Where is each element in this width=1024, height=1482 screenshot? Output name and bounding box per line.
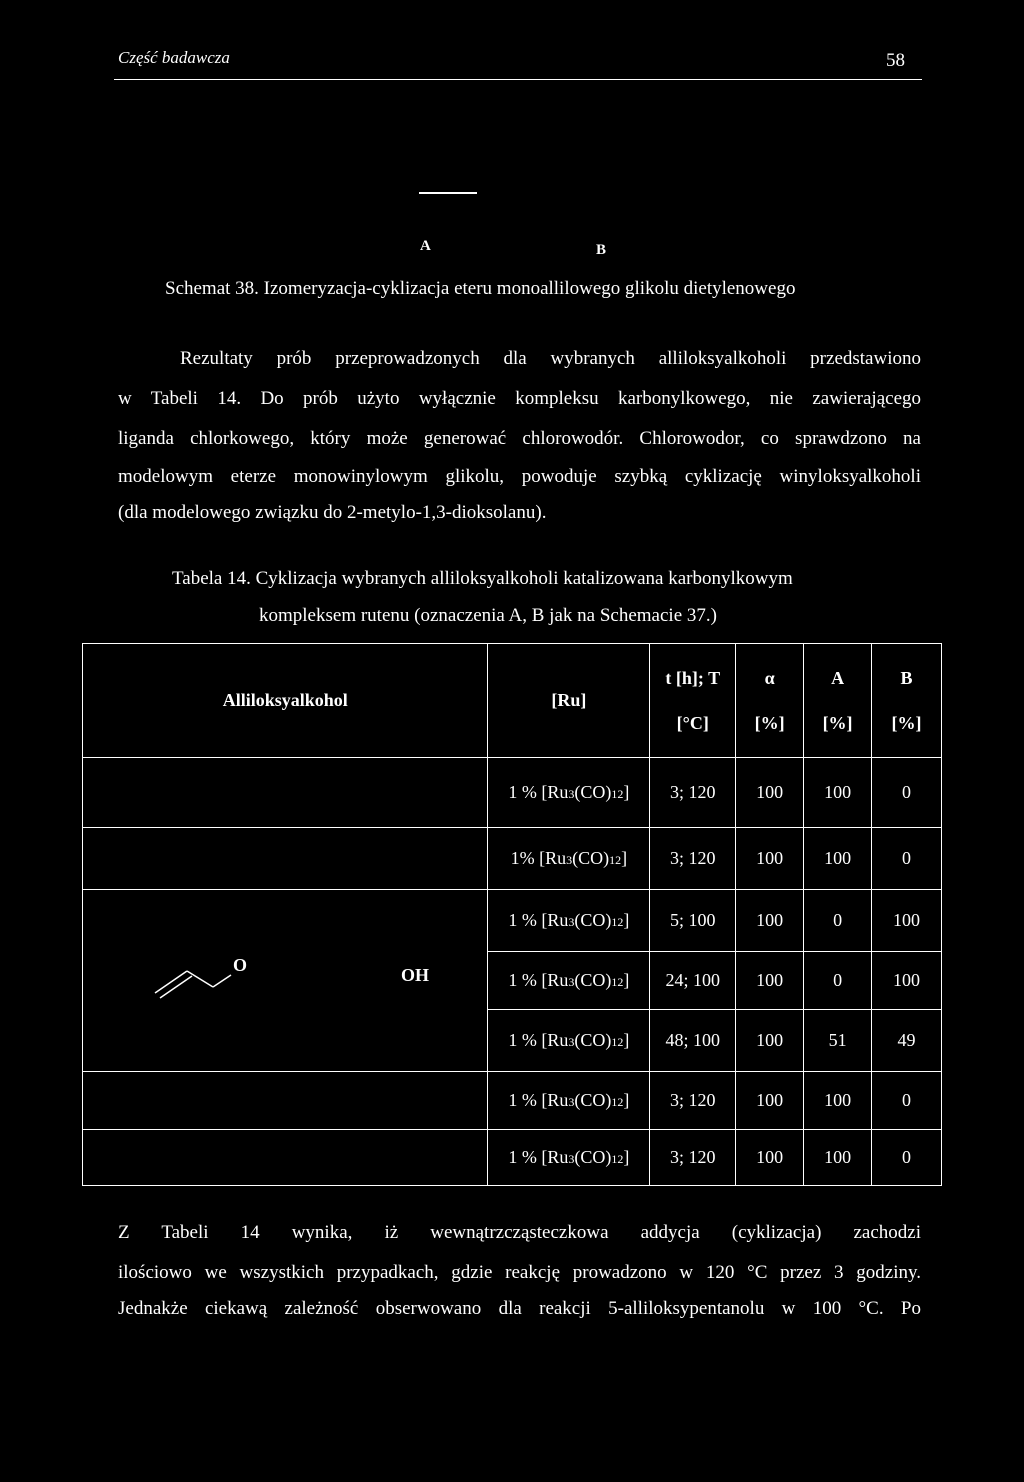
time-temp-cell: 24; 100: [650, 952, 736, 1010]
alpha-cell: 100: [736, 1010, 804, 1072]
scheme-label-a: A: [420, 238, 431, 254]
page-number: 58: [886, 50, 905, 71]
ru-cell: 1 % [Ru3(CO)12]: [488, 890, 650, 952]
table-caption-line: Tabela 14. Cyklizacja wybranych alliloksyalkoholi katalizowana karbonylkowym: [172, 568, 793, 589]
scheme-label-b: B: [596, 242, 607, 258]
paragraph-line: Rezultaty prób przeprowadzonych dla wybranych alliloksyalkoholi przedstawiono: [180, 348, 921, 369]
table-header-row: [83, 644, 942, 758]
ru-cell: 1% [Ru3(CO)12]: [488, 828, 650, 890]
structure-cell-empty: [83, 1130, 488, 1186]
structure-cell-empty: [83, 1072, 488, 1130]
table-caption-line: kompleksem rutenu (oznaczenia A, B jak na Schemacie 37.): [259, 605, 717, 626]
header-rule: [114, 79, 922, 80]
time-temp-cell: 3; 120: [650, 758, 736, 828]
time-temp-cell: 3; 120: [650, 1130, 736, 1186]
time-temp-cell: 3; 120: [650, 828, 736, 890]
ru-cell: 1 % [Ru3(CO)12]: [488, 952, 650, 1010]
time-temp-cell: 48; 100: [650, 1010, 736, 1072]
paragraph-line: modelowym eterze monowinylowym glikolu, powoduje szybką cyklizację winyloksyalkoholi: [118, 466, 921, 487]
header-b: B [%]: [872, 644, 942, 758]
a-cell: 100: [804, 1130, 872, 1186]
paragraph-line: Jednakże ciekawą zależność obserwowano dla reakcji 5-alliloksypentanolu w 100 °C. Po: [118, 1298, 921, 1319]
b-cell: 0: [872, 758, 942, 828]
a-cell: 0: [804, 952, 872, 1010]
table-row: [83, 828, 942, 890]
b-cell: 100: [872, 952, 942, 1010]
structure-cell-empty: [83, 758, 488, 828]
alpha-cell: 100: [736, 1072, 804, 1130]
a-cell: 0: [804, 890, 872, 952]
a-cell: 100: [804, 828, 872, 890]
alpha-cell: 100: [736, 758, 804, 828]
header-alliloksyalkohol: Alliloksyalkohol: [83, 644, 488, 758]
time-temp-cell: 5; 100: [650, 890, 736, 952]
structure-cell-empty: [83, 828, 488, 890]
alpha-cell: 100: [736, 828, 804, 890]
results-table: [82, 643, 942, 1186]
header-alpha: α [%]: [736, 644, 804, 758]
ru-cell: 1 % [Ru3(CO)12]: [488, 1072, 650, 1130]
alpha-cell: 100: [736, 1130, 804, 1186]
scheme-caption: Schemat 38. Izomeryzacja-cyklizacja eteru monoallilowego glikolu dietylenowego: [165, 278, 796, 299]
b-cell: 0: [872, 828, 942, 890]
hydroxyl-label: OH: [401, 964, 430, 985]
paragraph-line: (dla modelowego związku do 2-metylo-1,3-dioksolanu).: [118, 502, 547, 523]
oxygen-label: O: [233, 954, 248, 975]
paragraph-line: ilościowo we wszystkich przypadkach, gdzie reakcję prowadzono w 120 °C przez 3 godziny.: [118, 1262, 921, 1283]
table-row: [83, 1072, 942, 1130]
header-a: A [%]: [804, 644, 872, 758]
a-cell: 100: [804, 1072, 872, 1130]
b-cell: 0: [872, 1072, 942, 1130]
structure-cell: [83, 890, 488, 1072]
paragraph-line: liganda chlorkowego, który może generować chlorowodór. Chlorowodor, co sprawdzono na: [118, 428, 921, 449]
table-row: [83, 758, 942, 828]
b-cell: 0: [872, 1130, 942, 1186]
b-cell: 49: [872, 1010, 942, 1072]
ru-cell: 1 % [Ru3(CO)12]: [488, 1010, 650, 1072]
time-temp-cell: 3; 120: [650, 1072, 736, 1130]
ru-cell: 1 % [Ru3(CO)12]: [488, 758, 650, 828]
running-title: Część badawcza: [118, 48, 230, 67]
header-time-temp: t [h]; T [°C]: [650, 644, 736, 758]
table-row: [83, 1130, 942, 1186]
a-cell: 51: [804, 1010, 872, 1072]
alpha-cell: 100: [736, 890, 804, 952]
table-row: [83, 890, 942, 952]
b-cell: 100: [872, 890, 942, 952]
ru-cell: 1 % [Ru3(CO)12]: [488, 1130, 650, 1186]
allyloxy-structure: [83, 951, 487, 1011]
alpha-cell: 100: [736, 952, 804, 1010]
paragraph-line: w Tabeli 14. Do prób użyto wyłącznie kompleksu karbonylkowego, nie zawierającego: [118, 388, 921, 409]
paragraph-line: Z Tabeli 14 wynika, iż wewnątrzcząsteczkowa addycja (cyklizacja) zachodzi: [118, 1222, 921, 1243]
header-ru: [Ru]: [488, 644, 650, 758]
a-cell: 100: [804, 758, 872, 828]
scheme-bond-line: [419, 192, 477, 194]
